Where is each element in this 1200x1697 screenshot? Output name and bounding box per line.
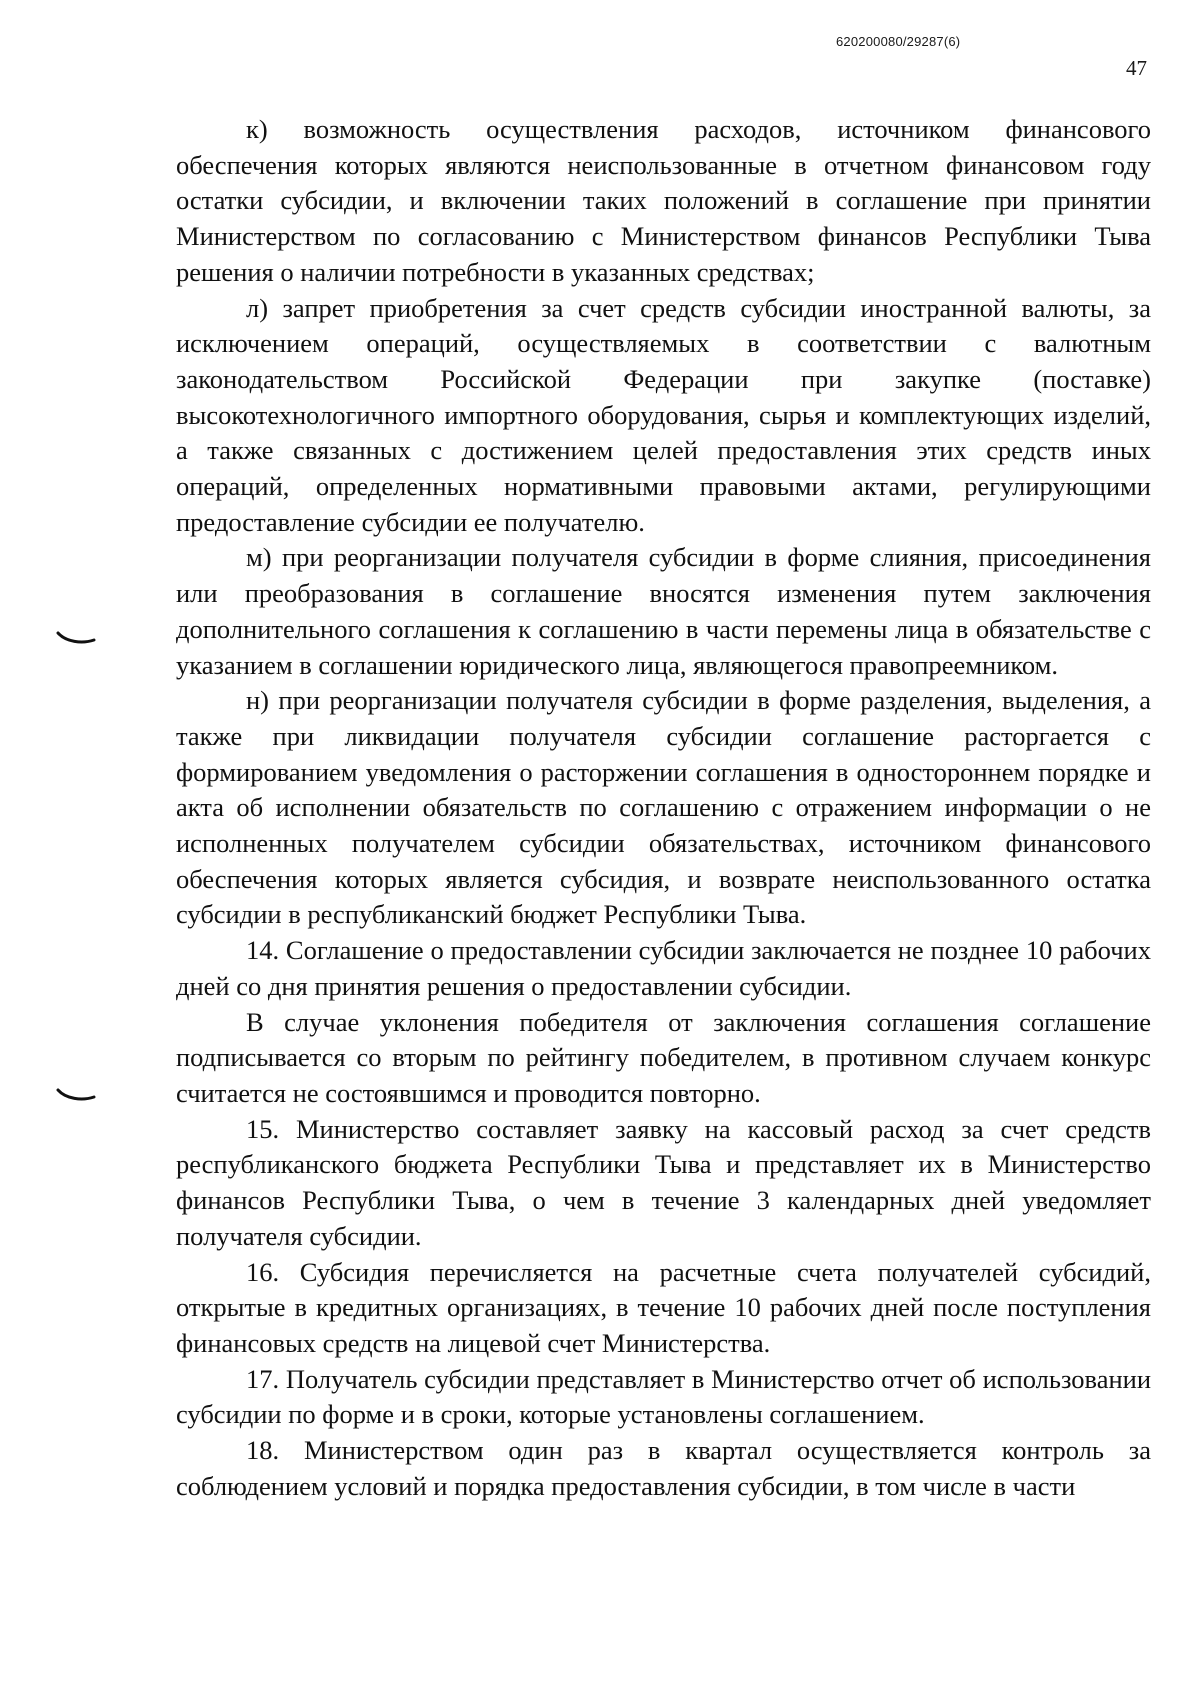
margin-mark-stroke — [58, 1090, 94, 1099]
paragraph-17: 17. Получатель субсидии представляет в Министерство отчет об использовании субсидии по форме и в сроки, которые установлены соглашением. — [176, 1363, 1151, 1430]
paragraph-k: к) возможность осуществления расходов, источником финансового обеспечения которых являются неиспользованные в отчетном финансовом году остатки субсидии, и включении таких положений в соглашение при принятии Министерством по согласованию с Министерством финансов Республики Тыва решения о наличии потребности в указанных средствах; — [176, 114, 1151, 287]
document-body — [176, 112, 1151, 1504]
paragraph-l: л) запрет приобретения за счет средств субсидии иностранной валюты, за исключением операций, осуществляемых в соответствии с валютным законодательством Российской Федерации при закупке (поставке) высокотехнологичного импортного оборудования, сырья и комплектующих изделий, а также связанных с достижением целей предоставления этих средств иных операций, определенных нормативными правовыми актами, регулирующими предоставление субсидии ее получателю. — [176, 292, 1151, 537]
scan-margin-mark — [56, 1088, 96, 1102]
paragraph-n: н) при реорганизации получателя субсидии в форме разделения, выделения, а также при ликвидации получателя субсидии соглашение расторгается с формированием уведомления о расторжении соглашения в одностороннем порядке и акта об исполнении обязательств по соглашению с отражением информации о не исполненных получателем субсидии обязательствах, источником финансового обеспечения которых является субсидия, и возврате неиспользованного остатка субсидии в республиканский бюджет Республики Тыва. — [176, 685, 1151, 930]
paragraph-15: 15. Министерство составляет заявку на кассовый расход за счет средств республиканского бюджета Республики Тыва и представляет их в Министерство финансов Республики Тыва, о чем в течение 3 календарных дней уведомляет получателя субсидии. — [176, 1113, 1151, 1251]
paragraph-18: 18. Министерством один раз в квартал осуществляется контроль за соблюдением условий и порядка предоставления субсидии, в том числе в части — [176, 1435, 1151, 1501]
paragraph-14: 14. Соглашение о предоставлении субсидии заключается не позднее 10 рабочих дней со дня принятия решения о предоставлении субсидии. — [176, 935, 1151, 1001]
scan-margin-mark — [56, 631, 96, 645]
page-number: 47 — [1126, 56, 1147, 80]
paragraph-14-continuation: В случае уклонения победителя от заключения соглашения соглашение подписывается со вторым по рейтингу победителем, в противном случаем конкурс считается не состоявшимся и проводится повторно. — [176, 1006, 1151, 1108]
paragraph-m: м) при реорганизации получателя субсидии в форме слияния, присоединения или преобразования в соглашение вносятся изменения путем заключения дополнительного соглашения к соглашению в части перемены лица в обязательстве с указанием в соглашении юридического лица, являющегося правопреемником. — [176, 542, 1151, 680]
document-id: 620200080/29287(6) — [836, 34, 961, 49]
margin-mark-stroke — [58, 633, 94, 642]
paragraph-16: 16. Субсидия перечисляется на расчетные счета получателей субсидий, открытые в кредитных организациях, в течение 10 рабочих дней после поступления финансовых средств на лицевой счет Министерства. — [176, 1256, 1151, 1358]
